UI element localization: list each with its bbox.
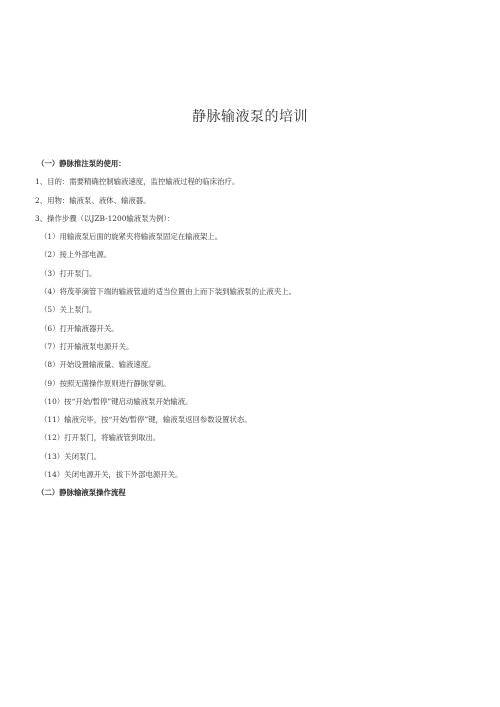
section-heading-usage: （一）静脉推注泵的使用： [37,159,126,168]
step-6: （6）打开输液器开关。 [40,323,119,333]
step-3: （3）打开泵门。 [40,268,97,278]
step-1: （1）用输液泵后面的旋紧夹将输液泵固定在输液架上。 [40,232,223,242]
section-heading-workflow: （二）静脉输液泵操作流程 [37,488,126,498]
step-2: （2）接上外部电源。 [40,250,112,260]
step-7: （7）打开输液泵电源开关。 [40,341,134,351]
document-body [35,157,475,505]
step-4: （4）将茂菲滴管下端的输液管道的适当位置由上而下装到输液泵的止液夹上。 [40,287,296,297]
step-11: （11）输液完毕，按“开始/暂停”键，输液泵返回参数设置状态。 [40,415,252,425]
step-10: （10）按“开始/暂停”键启动输液泵开始输液。 [40,396,193,406]
procedure-heading-line: 3、操作步骤（以JZB-1200输液泵为例）： [35,213,175,223]
step-5: （5）关上泵门。 [40,305,97,315]
step-12: （12）打开泵门，将输液管到取出。 [40,433,161,443]
document-title: 静脉输液泵的培训 [192,109,308,125]
step-14: （14）关闭电源开关，拔下外部电源开关。 [40,470,183,480]
step-8: （8）开始设置输液量、输液速度。 [40,360,156,370]
step-13: （13）关闭泵门。 [40,451,102,461]
supplies-line: 2、用物：输液泵、液体、输液器。 [35,195,151,205]
step-9: （9）按照无菌操作原则进行静脉穿刺。 [40,378,171,388]
purpose-line: 1、目的：需要精确控制输液速度，监控输液过程的临床治疗。 [35,177,240,187]
